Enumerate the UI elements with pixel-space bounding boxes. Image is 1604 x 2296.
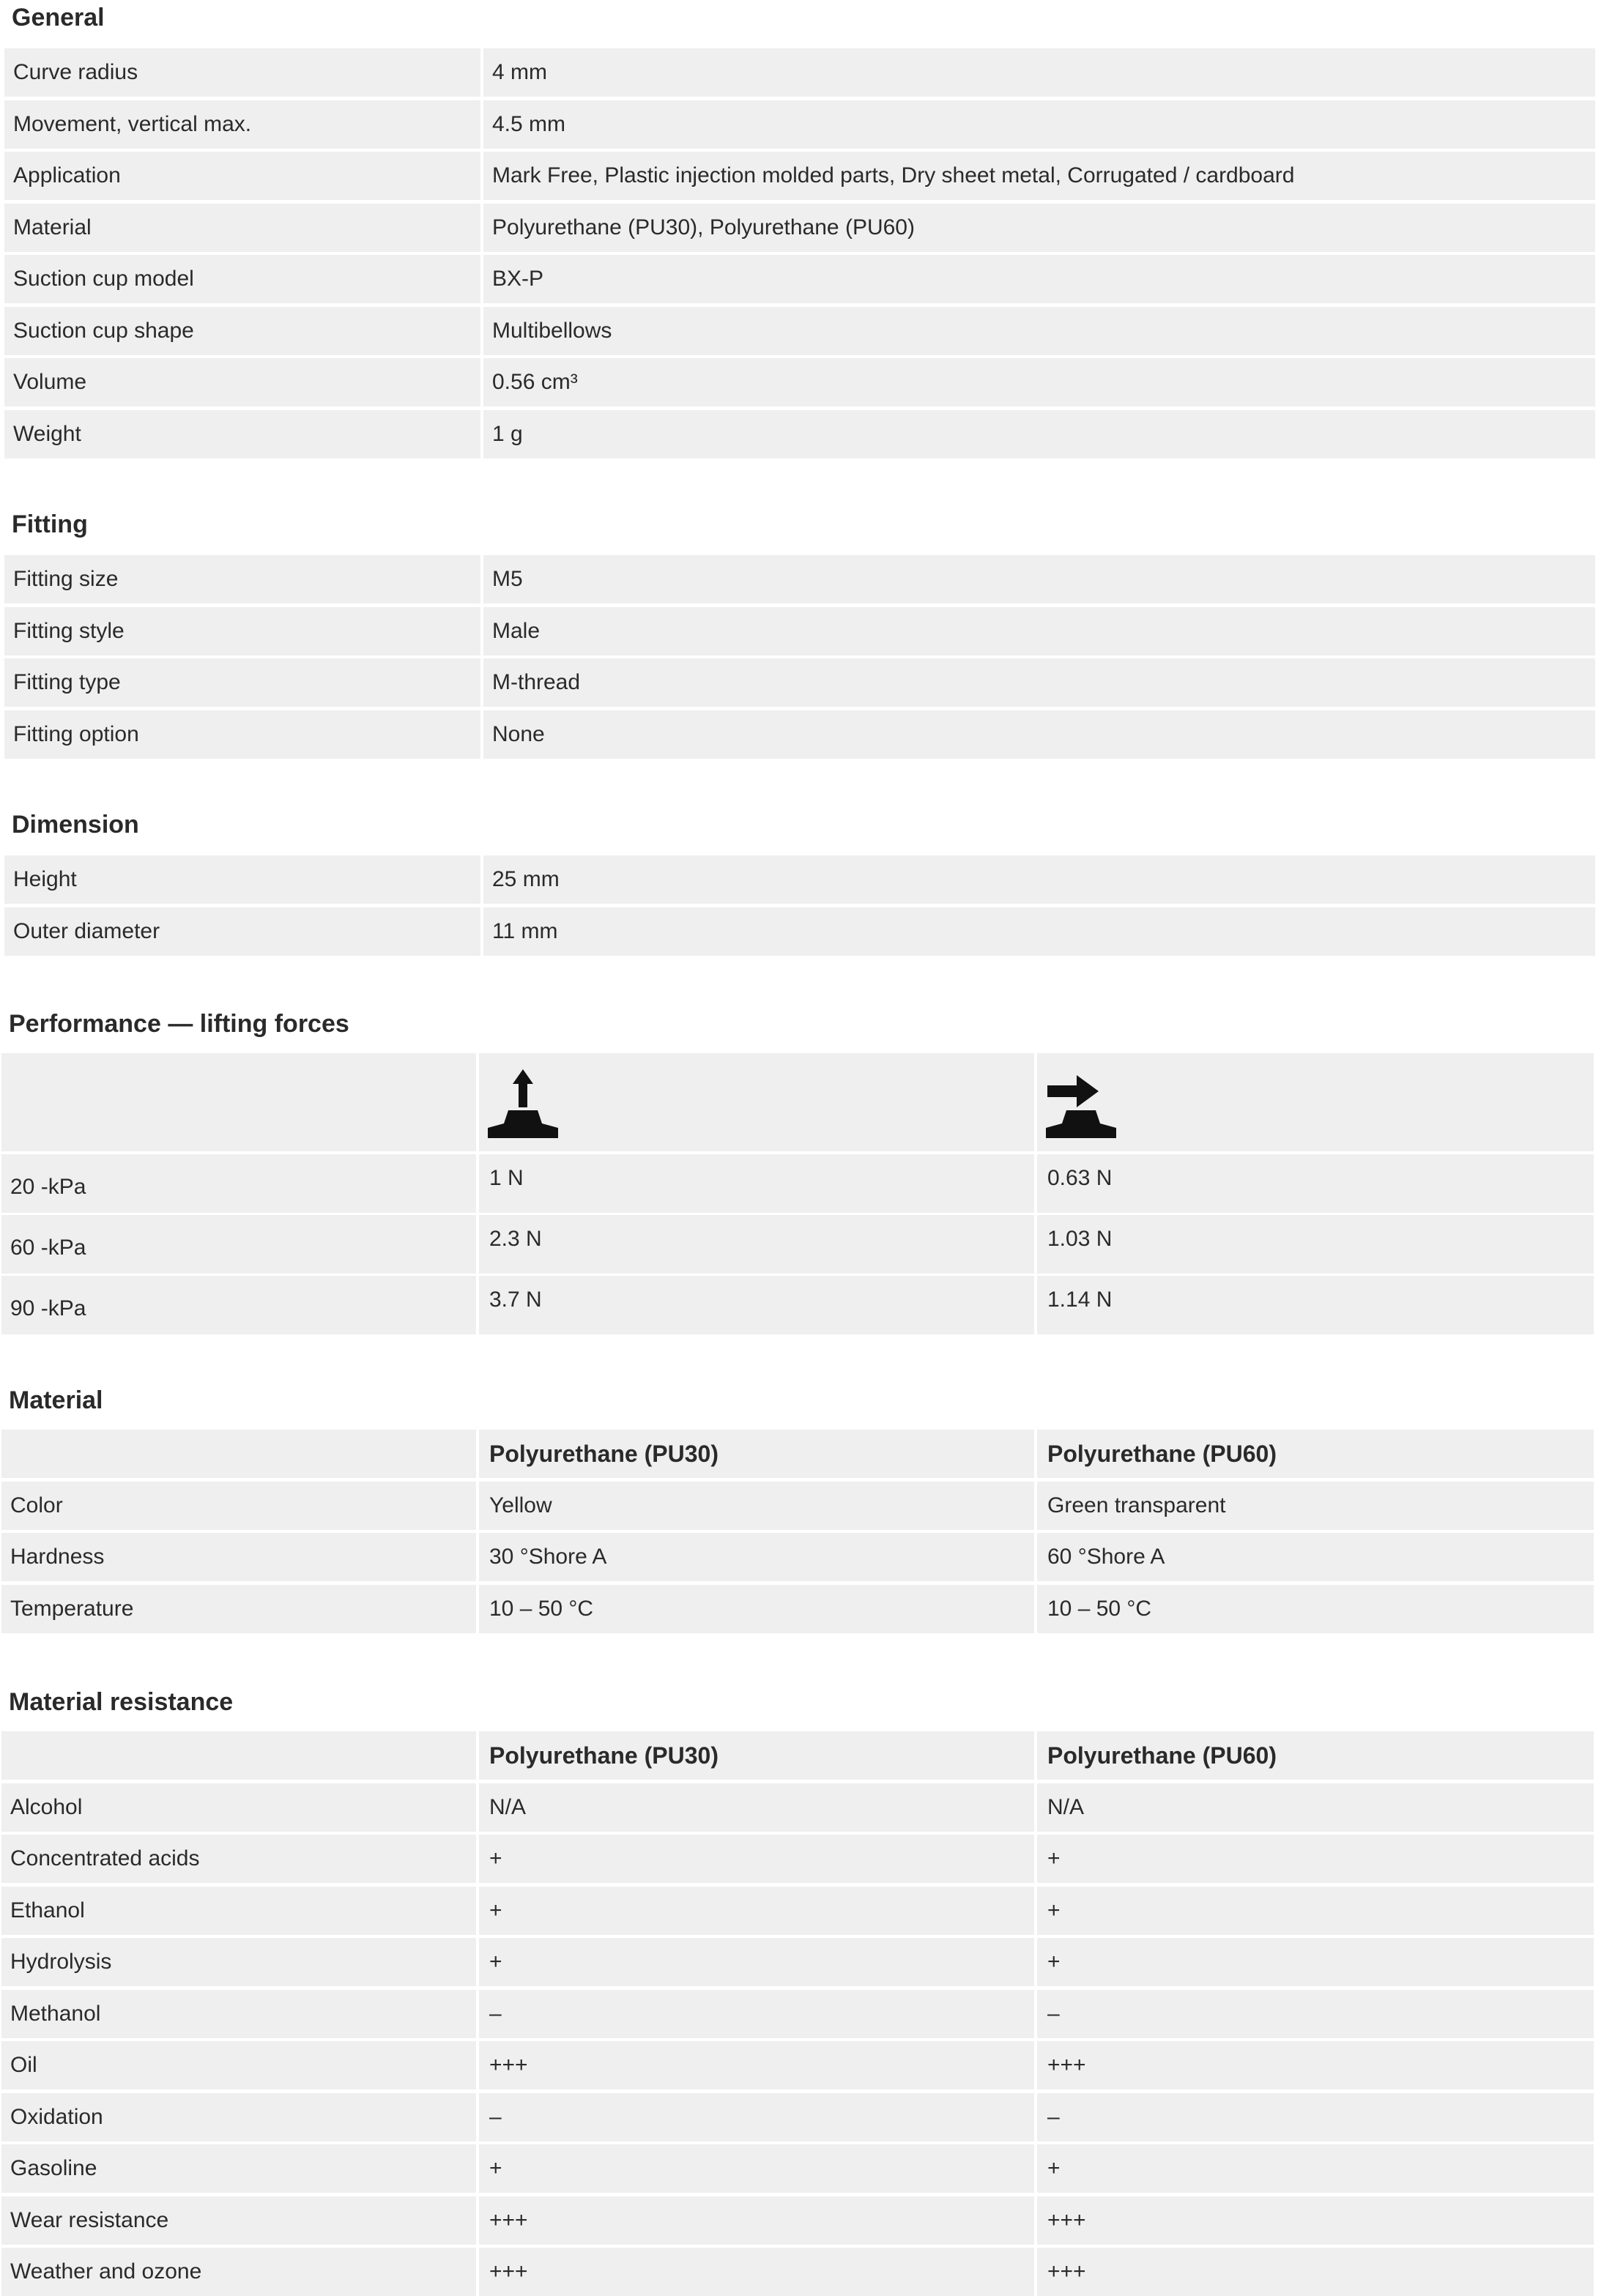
table-row (4, 658, 1595, 707)
row-label: Suction cup shape (13, 318, 194, 343)
row-value-pu30: + (489, 1950, 502, 1974)
row-label: Temperature (10, 1596, 134, 1621)
table-row (1, 2041, 1594, 2089)
table-header-row (1, 1731, 1594, 1780)
force-vertical: 1 N (489, 1166, 524, 1190)
table-row (1, 1215, 1594, 1274)
row-value-pu60: + (1047, 1950, 1061, 1974)
row-value: 11 mm (492, 918, 558, 943)
row-label: Fitting size (13, 567, 119, 591)
row-value-pu30: + (489, 1846, 502, 1870)
table-row (1, 1783, 1594, 1832)
row-value-pu30: – (489, 2104, 502, 2129)
force-horizontal: 1.14 N (1047, 1288, 1113, 1312)
table-row (1, 2196, 1594, 2245)
table-row (1, 1585, 1594, 1633)
table-row (4, 907, 1595, 956)
row-value-pu60: – (1047, 2001, 1060, 2026)
table-row (1, 1835, 1594, 1883)
row-label: 90 -kPa (10, 1296, 86, 1320)
row-label: Alcohol (10, 1794, 83, 1819)
table-row (4, 48, 1595, 97)
row-value-pu60: + (1047, 1898, 1061, 1922)
row-label: 20 -kPa (10, 1175, 86, 1199)
force-vertical: 3.7 N (489, 1288, 542, 1312)
resistance-title: Material resistance (9, 1688, 234, 1716)
row-value: Male (492, 618, 541, 643)
table-row (1, 1533, 1594, 1581)
row-value-pu60: + (1047, 1846, 1061, 1870)
performance-icon-row (1, 1053, 1594, 1151)
table-row (1, 1887, 1594, 1935)
row-value-pu60: +++ (1047, 2053, 1086, 2077)
column-header: Polyurethane (PU60) (1047, 1742, 1277, 1769)
row-label: Suction cup model (13, 267, 194, 291)
force-vertical: 2.3 N (489, 1227, 542, 1251)
row-label: Concentrated acids (10, 1846, 200, 1870)
table-row (1, 2248, 1594, 2296)
row-value-pu30: N/A (489, 1794, 527, 1819)
general-title: General (12, 4, 105, 31)
row-value: BX-P (492, 267, 544, 291)
row-label: Movement, vertical max. (13, 111, 252, 136)
row-label: Weight (13, 421, 81, 446)
row-label: Methanol (10, 2001, 101, 2026)
row-value: 4.5 mm (492, 111, 566, 136)
row-label: Volume (13, 370, 87, 394)
row-label: Weather and ozone (10, 2259, 202, 2284)
row-label: Fitting option (13, 721, 139, 746)
row-value-pu30: + (489, 2156, 502, 2180)
row-value-pu60: – (1047, 2104, 1060, 2129)
row-label: Fitting style (13, 618, 125, 643)
table-row (4, 152, 1595, 200)
column-header: Polyurethane (PU30) (489, 1441, 719, 1467)
row-value: Multibellows (492, 318, 612, 343)
row-value: 1 g (492, 421, 523, 446)
force-horizontal: 0.63 N (1047, 1166, 1113, 1190)
force-horizontal: 1.03 N (1047, 1227, 1113, 1251)
table-row (1, 1482, 1594, 1530)
row-value-pu60: +++ (1047, 2207, 1086, 2232)
table-row (1, 1276, 1594, 1334)
row-label: Hydrolysis (10, 1950, 112, 1974)
row-label: Fitting type (13, 670, 121, 694)
row-value-pu30: – (489, 2001, 502, 2026)
row-label: Color (10, 1493, 63, 1517)
row-label: Wear resistance (10, 2207, 169, 2232)
row-value-pu60: +++ (1047, 2259, 1086, 2284)
row-label: Hardness (10, 1545, 105, 1569)
row-value: M5 (492, 567, 523, 591)
horizontal-force-icon (1044, 1069, 1118, 1140)
column-header: Polyurethane (PU60) (1047, 1441, 1277, 1467)
row-value: 0.56 cm³ (492, 370, 578, 394)
table-header-row (1, 1430, 1594, 1478)
row-label: Application (13, 163, 121, 187)
row-value-pu30: +++ (489, 2207, 528, 2232)
table-row (1, 2093, 1594, 2141)
row-label: Material (13, 215, 92, 239)
row-label: Height (13, 867, 77, 891)
row-label: Outer diameter (13, 918, 160, 943)
vertical-lift-icon (486, 1069, 560, 1140)
table-row (4, 710, 1595, 759)
row-label: Ethanol (10, 1898, 85, 1922)
table-row (4, 307, 1595, 355)
table-row (4, 204, 1595, 252)
row-value-pu30: +++ (489, 2053, 528, 2077)
table-row (1, 2144, 1594, 2193)
row-value-pu60: N/A (1047, 1794, 1085, 1819)
row-value-pu60: 10 – 50 °C (1047, 1596, 1152, 1621)
row-value: Polyurethane (PU30), Polyurethane (PU60) (492, 215, 915, 239)
table-row (4, 855, 1595, 904)
dimension-title: Dimension (12, 811, 139, 839)
table-row (4, 555, 1595, 603)
row-value-pu60: 60 °Shore A (1047, 1545, 1165, 1569)
row-value-pu60: Green transparent (1047, 1493, 1226, 1517)
row-value-pu30: 10 – 50 °C (489, 1596, 594, 1621)
table-row (1, 1990, 1594, 2038)
table-row (1, 1154, 1594, 1213)
row-label: Gasoline (10, 2156, 97, 2180)
performance-title: Performance — lifting forces (9, 1010, 349, 1038)
row-value: M-thread (492, 670, 581, 694)
table-row (4, 410, 1595, 458)
table-row (4, 100, 1595, 149)
row-label: Oxidation (10, 2104, 103, 2129)
row-value-pu30: 30 °Shore A (489, 1545, 607, 1569)
row-label: 60 -kPa (10, 1236, 86, 1260)
table-row (4, 607, 1595, 655)
row-label: Curve radius (13, 60, 138, 84)
table-row (4, 255, 1595, 303)
table-row (4, 358, 1595, 406)
column-header: Polyurethane (PU30) (489, 1742, 719, 1769)
row-label: Oil (10, 2053, 37, 2077)
row-value: 4 mm (492, 60, 547, 84)
row-value-pu30: + (489, 1898, 502, 1922)
row-value-pu30: +++ (489, 2259, 528, 2284)
row-value-pu30: Yellow (489, 1493, 552, 1517)
material-title: Material (9, 1386, 103, 1414)
fitting-title: Fitting (12, 510, 88, 538)
row-value: 25 mm (492, 867, 560, 891)
table-row (1, 1938, 1594, 1986)
row-value: None (492, 721, 545, 746)
row-value: Mark Free, Plastic injection molded parts, Dry sheet metal, Corrugated / cardboard (492, 163, 1295, 187)
row-value-pu60: + (1047, 2156, 1061, 2180)
